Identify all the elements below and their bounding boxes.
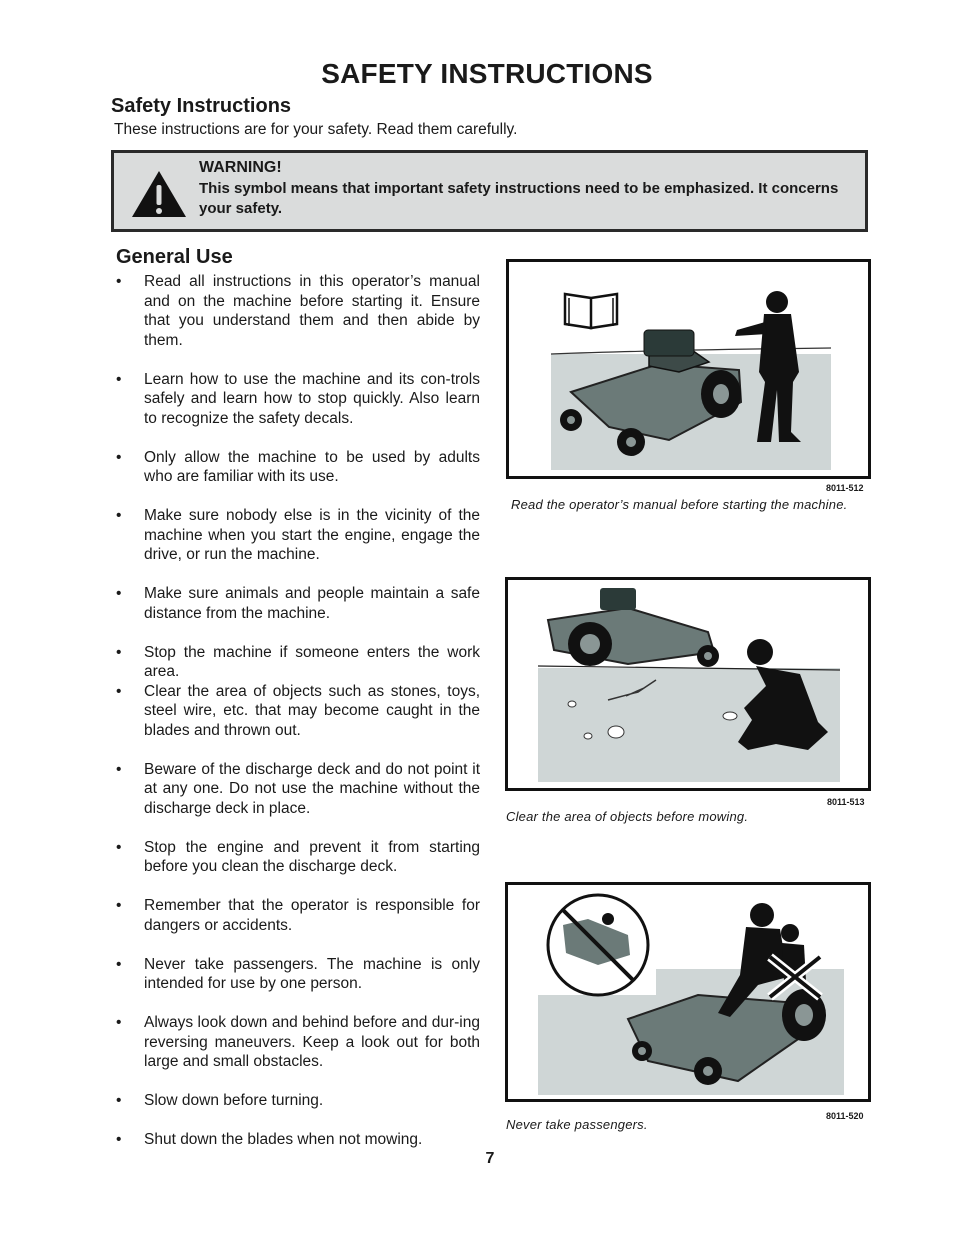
list-item: • Clear the area of objects such as stones, toys, steel wire, etc. that may become caught in the blades and thrown out. <box>116 682 480 739</box>
list-item: • Stop the machine if someone enters the work area. <box>116 643 480 680</box>
warning-box <box>111 150 868 232</box>
list-item-text: Remember that the operator is responsible for dangers or accidents. <box>144 897 480 934</box>
list-item-text: Always look down and behind before and dur-ing reversing maneuvers. Keep a look out for both large and small obstacles. <box>144 1014 480 1070</box>
list-item-text: Only allow the machine to be used by adults who are familiar with its use. <box>144 448 480 485</box>
list-item: • Stop the engine and prevent it from starting before you clean the discharge deck. <box>116 838 480 875</box>
list-item-text: Beware of the discharge deck and do not point it at any one. Do not use the machine without the discharge deck in place. <box>144 760 480 817</box>
warning-title: WARNING! <box>199 159 282 176</box>
prohibition-icon <box>548 895 648 995</box>
list-item-text: Make sure animals and people maintain a safe distance from the machine. <box>144 585 480 622</box>
figure-clear-area <box>505 577 871 791</box>
list-item: • Always look down and behind before and dur-ing reversing maneuvers. Keep a look out for both large and small obstacles. <box>116 1014 480 1070</box>
list-item-text: Read all instructions in this operator’s manual and on the machine before starting it. Ensure that you understand them and then abide by them. <box>144 273 480 349</box>
list-item: • Shut down the blades when not mowing. <box>116 1131 423 1148</box>
list-item: • Remember that the operator is responsible for dangers or accidents. <box>116 897 480 934</box>
figure-code: 8011-512 <box>826 483 864 493</box>
list-item: • Make sure animals and people maintain a safe distance from the machine. <box>116 585 480 622</box>
list-item: • Make sure nobody else is in the vicinity of the machine when you start the engine, engage the drive, or run the machine. <box>116 507 480 563</box>
list-item: • Slow down before turning. <box>116 1092 324 1109</box>
mower-icon <box>548 588 719 667</box>
book-icon <box>565 294 617 328</box>
list-item-text: Make sure nobody else is in the vicinity of the machine when you start the engine, engage the drive, or run the machine. <box>144 507 480 563</box>
list-item: • Beware of the discharge deck and do not point it at any one. Do not use the machine without the discharge deck in place. <box>116 760 480 817</box>
general-use-list <box>114 272 480 1150</box>
figure-code: 8011-513 <box>827 797 865 807</box>
list-item-text: Stop the engine and prevent it from starting before you clean the discharge deck. <box>144 838 480 875</box>
list-item-text: Clear the area of objects such as stones, toys, steel wire, etc. that may become caught in the blades and thrown out. <box>144 682 480 739</box>
list-item: • Only allow the machine to be used by adults who are familiar with its use. <box>116 448 480 485</box>
list-item: • Read all instructions in this operator’s manual and on the machine before starting it. Ensure that you understand them and then abide by them. <box>116 273 480 349</box>
figure-caption: Read the operator’s manual before starting the machine. <box>511 497 848 512</box>
read-manual-illustration <box>509 262 868 476</box>
warning-body: This symbol means that important safety instructions need to be emphasized. It concerns your safety. <box>199 180 839 217</box>
page-title: SAFETY INSTRUCTIONS <box>321 58 653 89</box>
figure-caption: Never take passengers. <box>506 1117 648 1132</box>
list-item-text: Shut down the blades when not mowing. <box>144 1131 423 1148</box>
page-number: 7 <box>485 1150 495 1167</box>
figure-no-passengers <box>505 882 871 1102</box>
list-item: • Learn how to use the machine and its con-trols safely and learn how to stop quickly. Also learn to recognize the safety decals. <box>116 370 480 427</box>
safety-instructions-heading: Safety Instructions <box>111 95 292 117</box>
warning-triangle-icon <box>130 169 188 219</box>
list-item-text: Never take passengers. The machine is only intended for use by one person. <box>144 955 480 992</box>
list-item-text: Learn how to use the machine and its con-trols safely and learn how to stop quickly. Also learn to recognize the safety decals. <box>144 370 480 427</box>
clear-area-illustration <box>508 580 868 788</box>
list-item-text: Slow down before turning. <box>144 1092 324 1109</box>
figure-caption: Clear the area of objects before mowing. <box>506 809 749 824</box>
figure-read-manual <box>506 259 871 479</box>
safety-intro-text: These instructions are for your safety. Read them carefully. <box>114 121 518 138</box>
list-item: • Never take passengers. The machine is only intended for use by one person. <box>116 955 480 992</box>
figure-code: 8011-520 <box>826 1111 864 1121</box>
general-use-heading: General Use <box>116 246 233 268</box>
list-item-text: Stop the machine if someone enters the work area. <box>144 643 480 680</box>
no-passengers-illustration <box>508 885 868 1099</box>
